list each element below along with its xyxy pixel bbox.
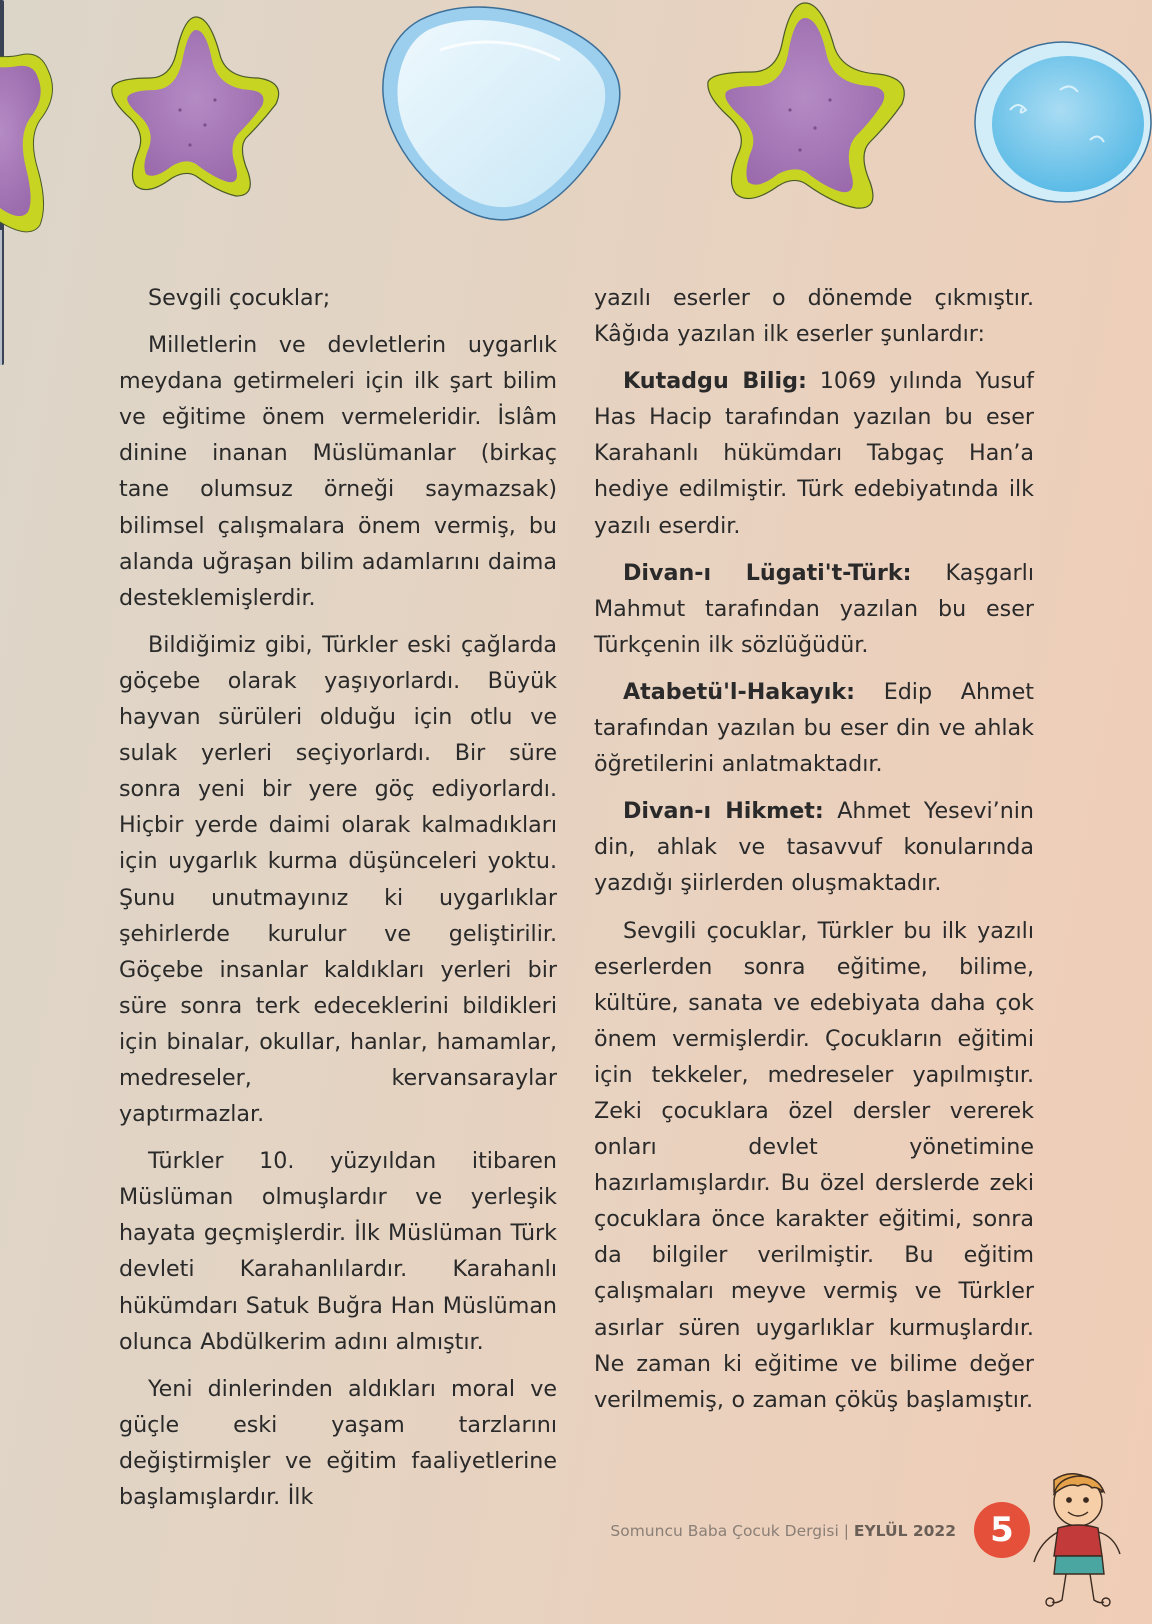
water-drop-icon [383,7,620,220]
water-bubble-icon [975,42,1151,202]
starfish-icon [112,17,279,196]
issue-date: EYLÜL 2022 [853,1522,956,1540]
article-left-column [119,280,557,1526]
article-paragraph: Yeni dinlerinden aldıkları moral ve güçle eski yaşam tarzlarını değiştirmişler ve eğitim faaliyetlerine başlamışlardır. İlk [119,1375,557,1510]
cartoon-kid-icon [1018,1470,1148,1620]
book-title: Divan-ı Lügati't-Türk: [623,559,912,586]
book-entry [594,363,1034,543]
article-paragraph: Türkler 10. yüzyıldan itibaren Müslüman olmuşlardır ve yerleşik hayata geçmişlerdir. İlk Müslüman Türk devleti Karahanlılardır. Karahanlı hükümdarı Satuk Buğra Han Müslüman olunca Abdülkerim adını almıştır. [119,1148,557,1355]
article-paragraph: Milletlerin ve devletlerin uygarlık meydana getirmeleri için ilk şart bilim ve eğitime önem vermeleridir. İslâm dinine inanan Müslümanlar (birkaç tane olumsuz örneği saymazsak) bilimsel çalışmalara önem vermiş, bu alanda uğraşan bilim adamlarını daima desteklemişlerdir. [119,332,557,611]
starfish-icon [0,50,53,232]
page-footer [560,1522,956,1540]
article-paragraph: Sevgili çocuklar; [148,285,331,311]
article-paragraph: Sevgili çocuklar, Türkler bu ilk yazılı eserlerden sonra eğitime, bilime, kültüre, sanata ve edebiyata daha çok önem vermişlerdir. Çocukların eğitimi için tekkeler, medreseler yapılmıştır. Zeki çocuklara özel dersler vererek onları devlet yönetimine hazırlamışlardır. Bu özel derslerde zeki çocuklara önce karakter eğitimi, sonra da bilgiler verilmiştir. Bu eğitim çalışmaları meyve vermiş ve Türkler asırlar süren uygarlıklar kurmuşlardır. Ne zaman ki eğitime ve bilime değer verilmemiş, o zaman çöküş başlamıştır. [594,917,1034,1413]
starfish-icon [708,3,904,208]
header-decoration [0,0,1152,240]
book-entry [594,674,1034,782]
book-entry [594,793,1034,901]
book-description: 1069 yılında Yusuf Has Hacip tarafından yazılan bu eser Karahanlı hükümdarı Tabgaç Han’a hediye edilmiştir. Türk edebiyatında ilk yazılı eserdir. [594,368,1034,539]
article-paragraph: Bildiğimiz gibi, Türkler eski çağlarda göçebe olarak yaşıyorlardı. Büyük hayvan sürüleri olduğu için otlu ve sulak yerleri seçiyorlardı. Bir süre sonra yeni bir yere göç ediyorlardı. Hiçbir yerde daimi olarak kalmadıkları için uygarlık kurma düşünceleri yoktu. Şunu unutmayınız ki uygarlıklar şehirlerde kurulur ve geliştirilir. Göçebe insanlar kaldıkları yerleri bir süre sonra terk edeceklerini bildikleri için binalar, okullar, hanlar, hamamlar, medreseler, kervansaraylar yaptırmazlar. [119,631,557,1128]
book-entry [594,555,1034,663]
book-title: Divan-ı Hikmet: [623,798,824,825]
book-title: Kutadgu Bilig: [623,368,807,395]
book-title: Atabetü'l-Hakayık: [623,678,855,705]
magazine-name: Somuncu Baba Çocuk Dergisi [610,1522,839,1540]
book-description: Kaşgarlı Mahmut tarafından yazılan bu eser Türkçenin ilk sözlüğüdür. [594,559,1034,658]
book-description: Edip Ahmet tarafından yazılan bu eser din ve ahlak öğretilerini anlatmaktadır. [594,678,1034,778]
book-description: Ahmet Yesevi’nin din, ahlak ve tasavvuf konularında yazdığı şiirlerden oluşmaktadır. [594,798,1034,897]
article-paragraph: yazılı eserler o dönemde çıkmıştır. Kâğıda yazılan ilk eserler şunlardır: [594,285,1034,348]
page-number: 5 [974,1502,1030,1558]
page-edge-strip [0,230,2,365]
footer-separator: | [838,1522,854,1540]
article-right-column [594,280,1034,1429]
